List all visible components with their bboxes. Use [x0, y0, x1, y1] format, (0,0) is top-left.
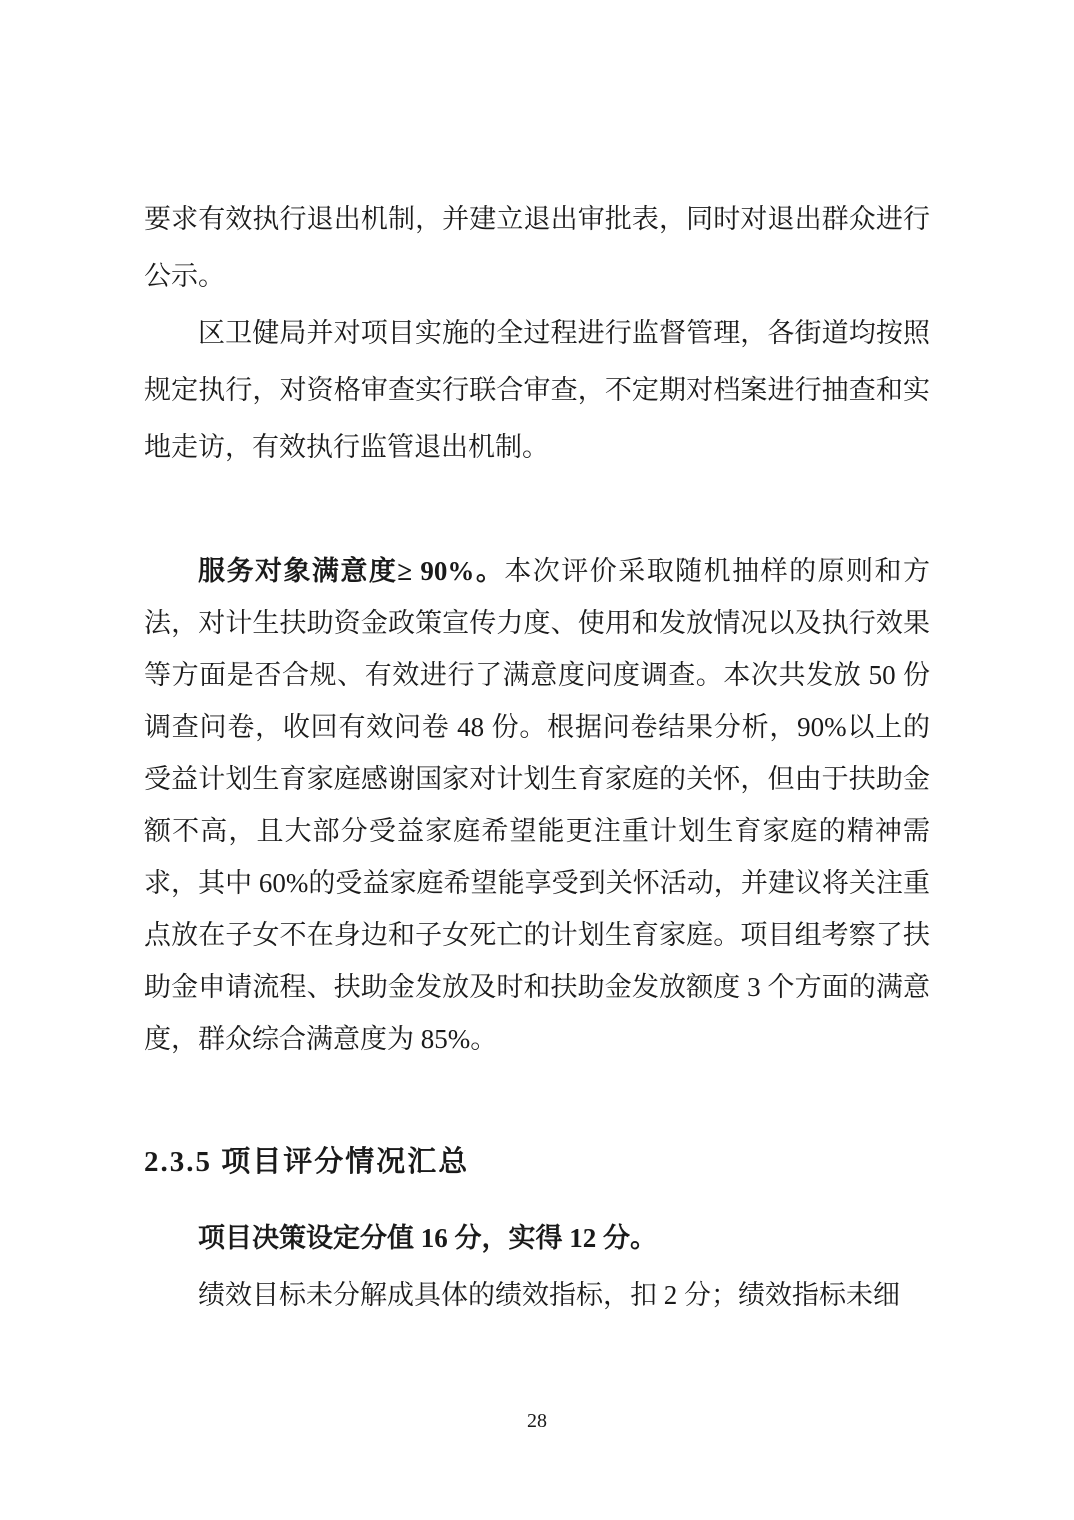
- paragraph-exit-mechanism: 要求有效执行退出机制，并建立退出审批表，同时对退出群众进行公示。: [144, 204, 930, 291]
- satisfaction-rate-bold-lead: 服务对象满意度≥ 90%。: [198, 556, 505, 586]
- section-heading-2-3-5: 2.3.5 项目评分情况汇总: [144, 1146, 470, 1178]
- paragraph-score-summary: 项目决策设定分值 16 分，实得 12 分。: [198, 1223, 657, 1253]
- paragraph-supervision: 区卫健局并对项目实施的全过程进行监督管理，各街道均按照规定执行，对资格审查实行联合审查，不定期对档案进行抽查和实地走访，有效执行监管退出机制。: [144, 318, 930, 462]
- page-number: 28: [527, 1410, 547, 1432]
- paragraph-score-deduction: 绩效目标未分解成具体的绩效指标，扣 2 分；绩效指标未细: [198, 1280, 900, 1310]
- satisfaction-survey-body: 本次评价采取随机抽样的原则和方法，对计生扶助资金政策宣传力度、使用和发放情况以及执行效果等方面是否合规、有效进行了满意度问度调查。本次共发放 50 份调查问卷，收回有效问卷 48 份。根据问卷结果分析，90%以上的受益计划生育家庭感谢国家对计划生育家庭的关怀，但由于扶助金额不高，且大部分受益家庭希望能更注重计划生育家庭的精神需求，其中 60%的受益家庭希望能享受到关怀活动，并建议将关注重点放在子女不在身边和子女死亡的计划生育家庭。项目组考察了扶助金申请流程、扶助金发放及时和扶助金发放额度 3 个方面的满意度，群众综合满意度为 85%。: [144, 556, 930, 1054]
- paragraph-satisfaction-survey: [144, 545, 930, 1065]
